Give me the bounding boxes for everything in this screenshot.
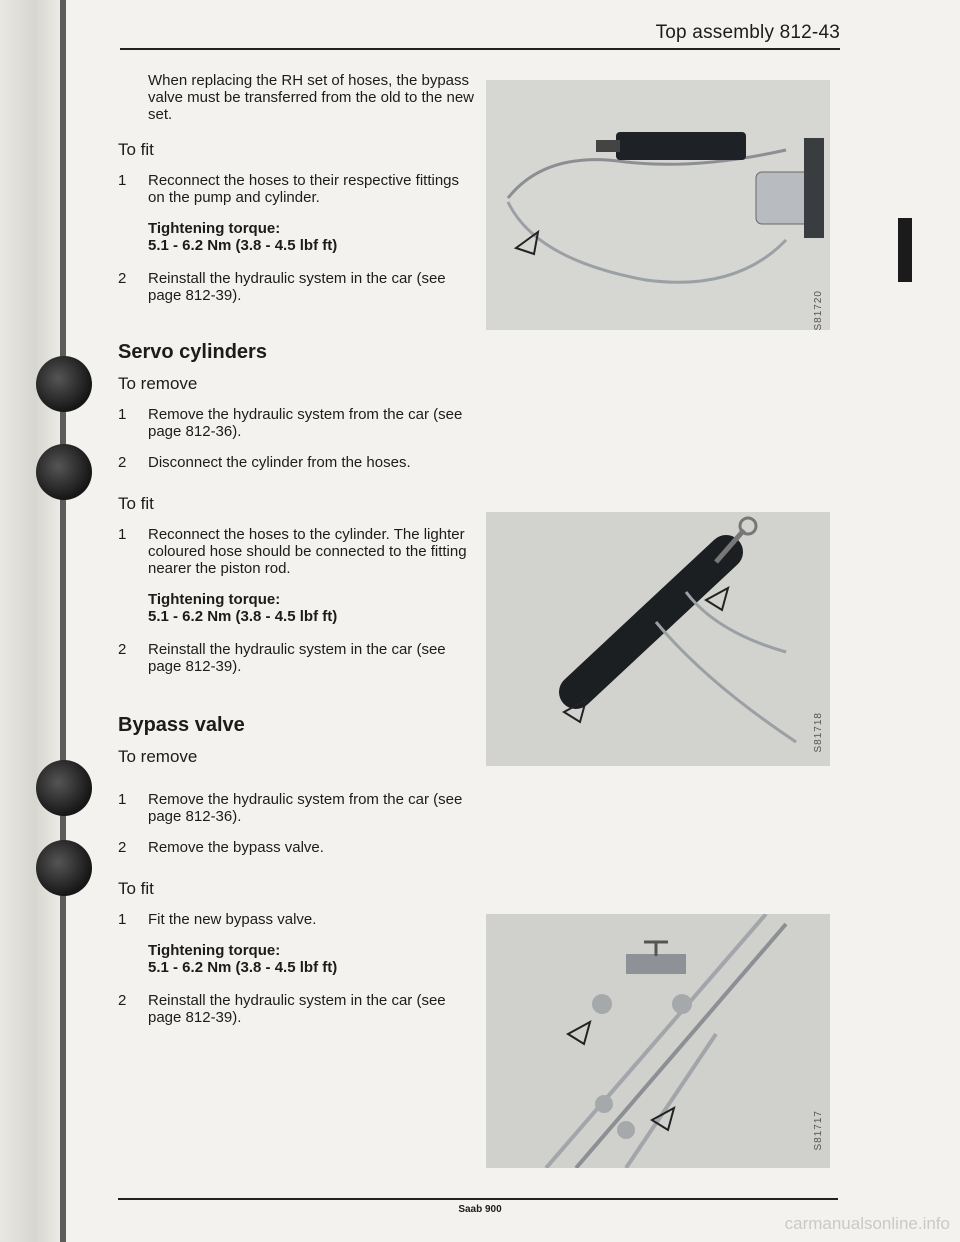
step-item — [118, 172, 478, 206]
figure-bypass-valve — [486, 914, 830, 1168]
fit-heading: To fit — [118, 494, 154, 513]
torque-spec — [148, 942, 478, 976]
step-number: 2 — [118, 270, 127, 287]
step-item — [118, 526, 478, 577]
binder-ring — [36, 444, 92, 500]
step-number: 1 — [118, 172, 127, 189]
remove-heading: To remove — [118, 747, 198, 766]
binder-spine — [60, 0, 66, 1242]
photo-illustration — [486, 80, 830, 330]
section-tab — [898, 218, 912, 282]
step-item — [118, 839, 478, 856]
step-text: Reconnect the hoses to their respective fittings on the pump and cylinder. — [148, 172, 460, 206]
figure-code: S81720 — [813, 290, 824, 330]
step-item — [118, 270, 478, 304]
photo-illustration — [486, 914, 830, 1168]
torque-label: Tightening torque: — [148, 591, 281, 608]
step-item — [118, 406, 478, 440]
step-number: 1 — [118, 526, 127, 543]
binder-ring — [36, 760, 92, 816]
remove-heading: To remove — [118, 374, 198, 393]
step-item — [118, 992, 478, 1026]
footer-rule — [118, 1198, 838, 1200]
step-text: Disconnect the cylinder from the hoses. — [148, 454, 411, 471]
section-heading: Bypass valve — [118, 714, 245, 736]
step-text: Reinstall the hydraulic system in the car (see page 812-39). — [148, 992, 446, 1026]
torque-spec — [148, 591, 478, 625]
figure-cylinder-hoses — [486, 80, 830, 330]
step-text: Remove the hydraulic system from the car (see page 812-36). — [148, 791, 463, 825]
step-item — [118, 791, 478, 825]
page-header — [120, 18, 840, 50]
figure-servo-cylinder — [486, 512, 830, 766]
figure-code: S81717 — [813, 1110, 824, 1151]
step-item — [118, 911, 478, 928]
binder-ring — [36, 840, 92, 896]
watermark: carmanualsonline.info — [784, 1214, 950, 1233]
step-text: Reconnect the hoses to the cylinder. The lighter coloured hose should be connected to the fitting nearer the piston rod. — [148, 526, 467, 577]
figure-code: S81718 — [813, 712, 824, 753]
footer-text: Saab 900 — [458, 1204, 502, 1215]
step-text: Reinstall the hydraulic system in the car (see page 812-39). — [148, 641, 446, 675]
torque-spec — [148, 220, 478, 254]
step-item — [118, 454, 478, 471]
intro-paragraph: When replacing the RH set of hoses, the bypass valve must be transferred from the old to the new set. — [148, 72, 474, 123]
step-number: 2 — [118, 839, 127, 856]
step-text: Fit the new bypass valve. — [148, 911, 317, 928]
page-title: Top assembly 812-43 — [655, 22, 840, 43]
torque-label: Tightening torque: — [148, 942, 281, 959]
fit-heading: To fit — [118, 140, 154, 159]
torque-value: 5.1 - 6.2 Nm (3.8 - 4.5 lbf ft) — [148, 959, 338, 976]
torque-value: 5.1 - 6.2 Nm (3.8 - 4.5 lbf ft) — [148, 608, 338, 625]
step-number: 2 — [118, 992, 127, 1009]
step-item — [118, 641, 478, 675]
torque-value: 5.1 - 6.2 Nm (3.8 - 4.5 lbf ft) — [148, 237, 338, 254]
text-column — [118, 72, 478, 1040]
step-number: 1 — [118, 791, 127, 808]
step-number: 2 — [118, 454, 127, 471]
step-number: 1 — [118, 911, 127, 928]
photo-illustration — [486, 512, 830, 766]
section-heading: Servo cylinders — [118, 341, 267, 363]
torque-label: Tightening torque: — [148, 220, 281, 237]
step-text: Remove the bypass valve. — [148, 839, 324, 856]
step-text: Reinstall the hydraulic system in the car (see page 812-39). — [148, 270, 446, 304]
step-number: 1 — [118, 406, 127, 423]
step-text: Remove the hydraulic system from the car (see page 812-36). — [148, 406, 463, 440]
binder-ring — [36, 356, 92, 412]
step-number: 2 — [118, 641, 127, 658]
fit-heading: To fit — [118, 879, 154, 898]
